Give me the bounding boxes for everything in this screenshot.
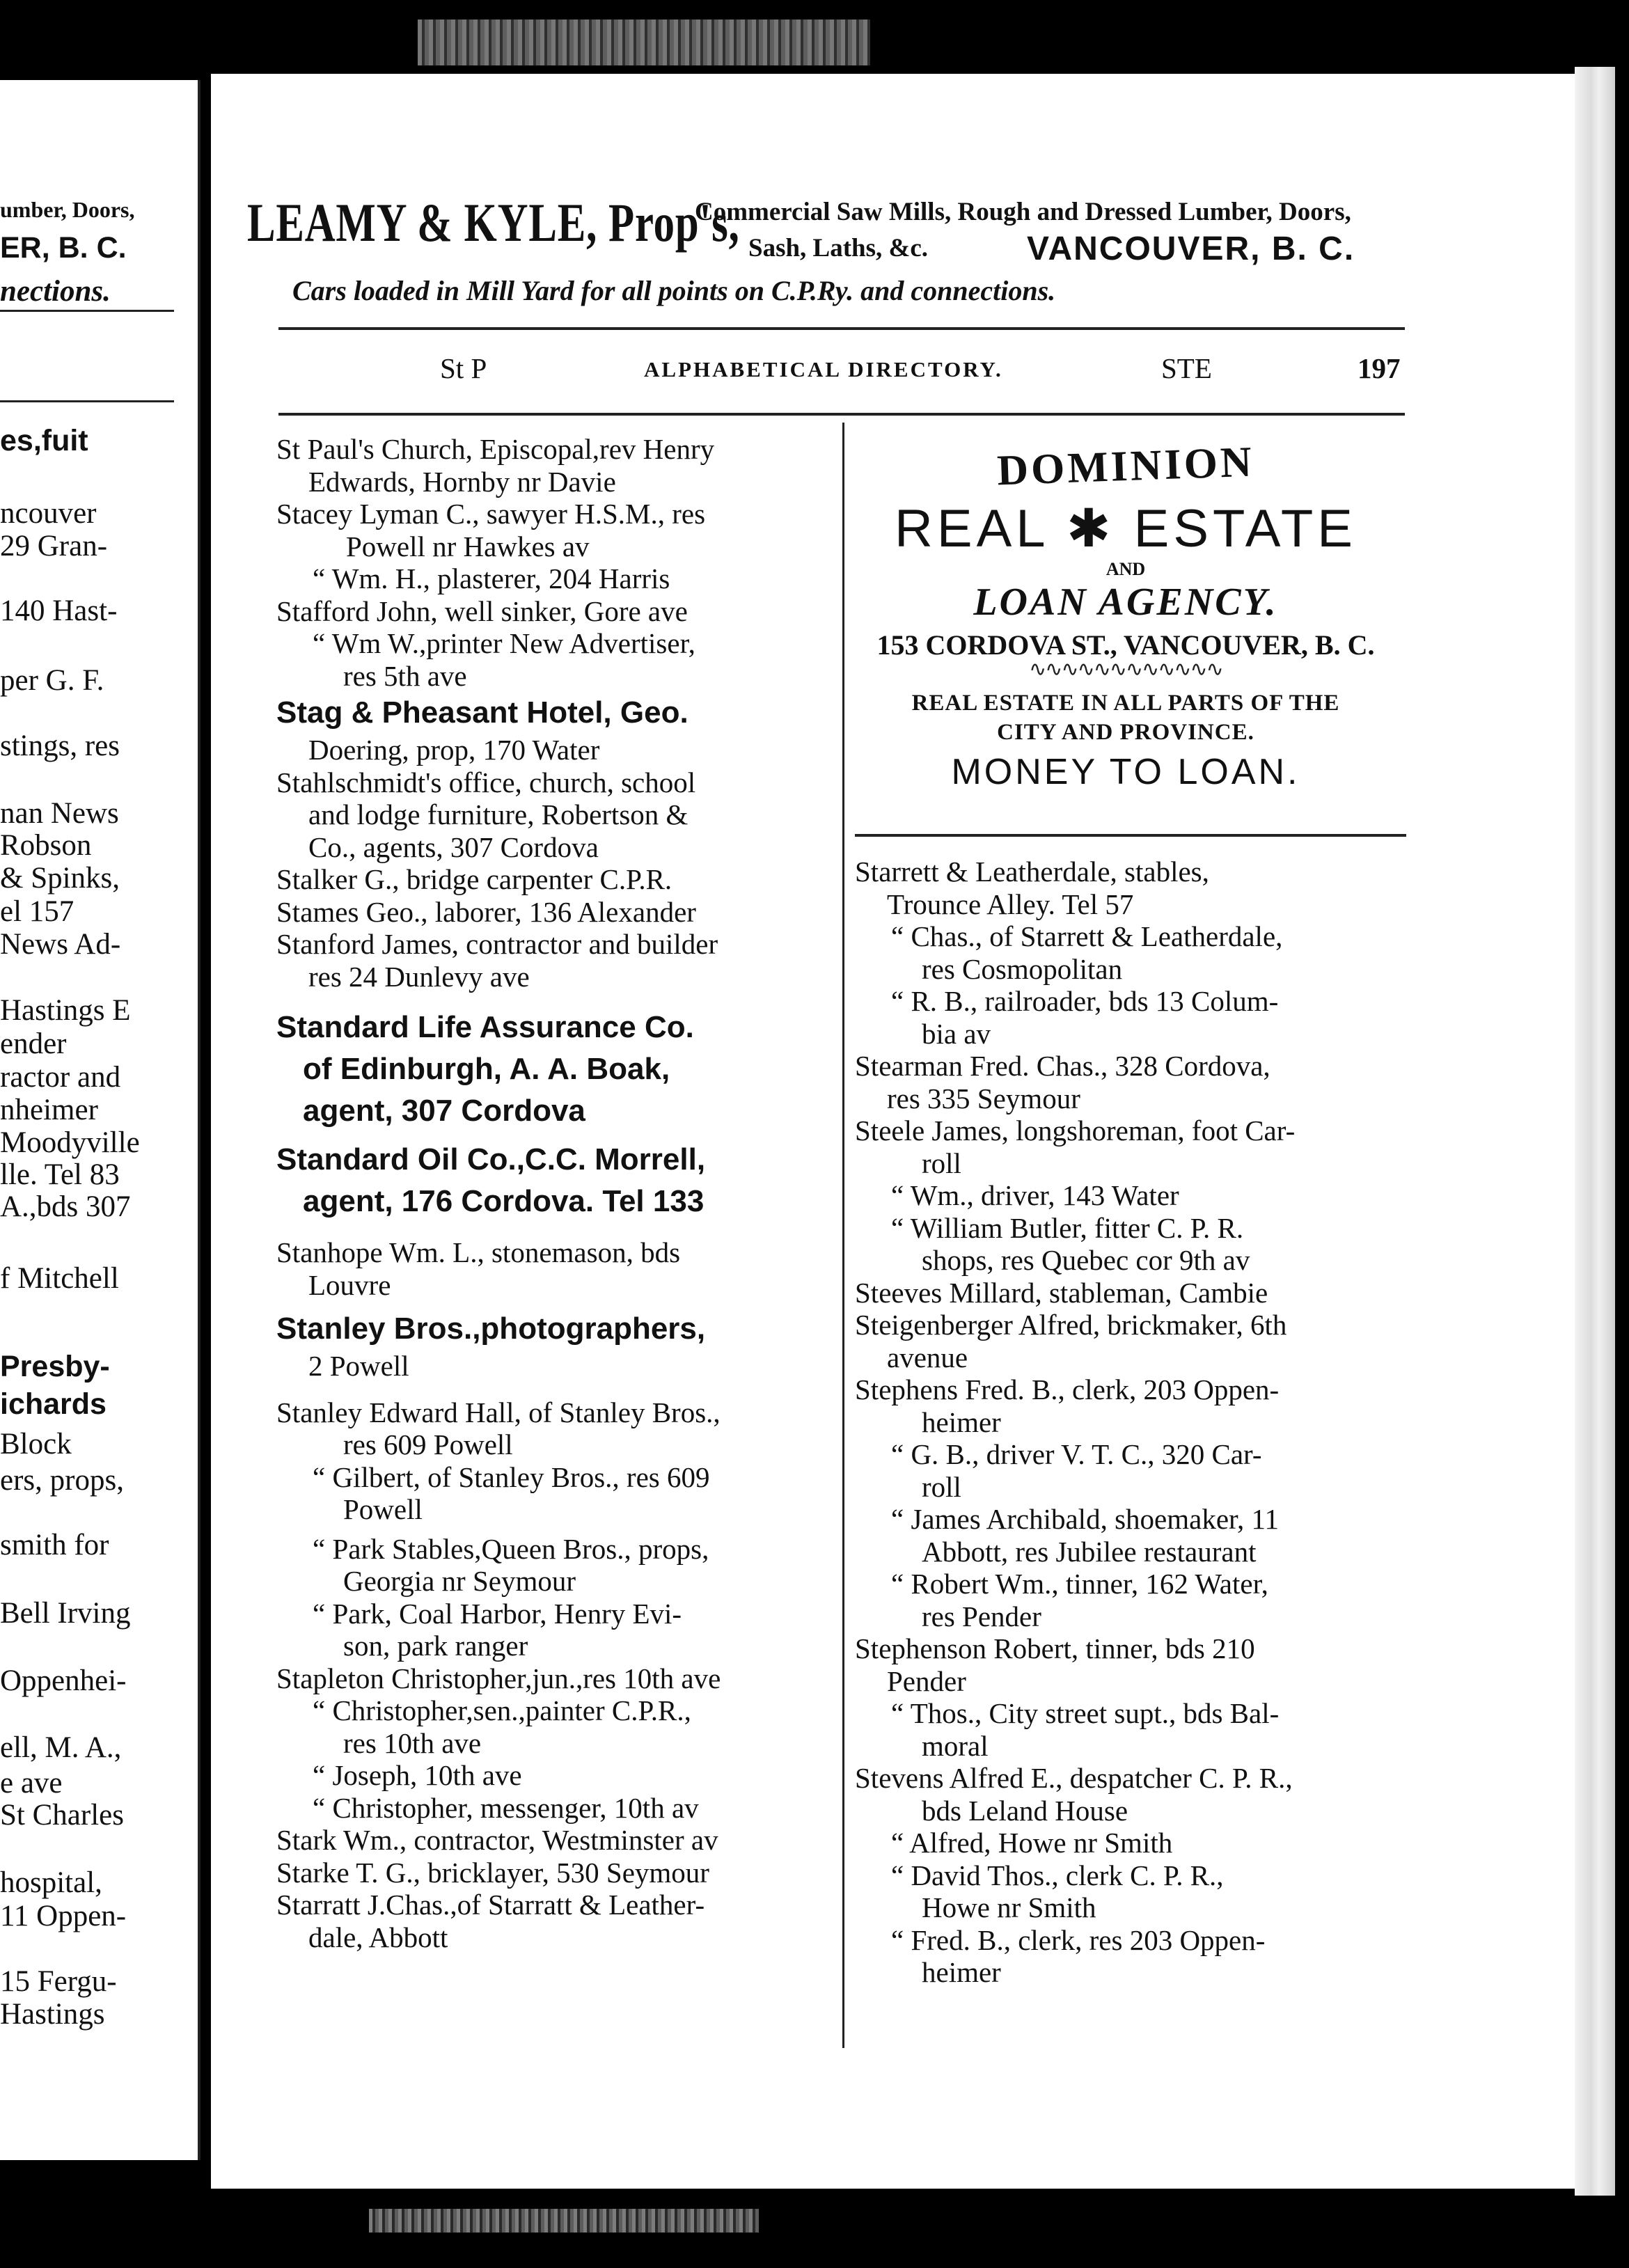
directory-entry-line: “ Park Stables,Queen Bros., props, [313, 1532, 709, 1565]
directory-entry-line: Starrett & Leatherdale, stables, [855, 856, 1209, 888]
facing-page-text: ender [0, 1027, 67, 1060]
advertiser-products: Sash, Laths, &c. [748, 234, 929, 262]
directory-entry-line: Starratt J.Chas.,of Starratt & Leather- [276, 1889, 705, 1921]
scan-artifact-bottom [369, 2209, 759, 2232]
directory-entry-line: “ Thos., City street supt., bds Bal- [891, 1697, 1280, 1729]
directory-entry-line: “ James Archibald, shoemaker, 11 [891, 1503, 1280, 1535]
ad-tagline-line-2: CITY AND PROVINCE. [997, 720, 1254, 745]
directory-entry-line: “ Fred. B., clerk, res 203 Oppen- [891, 1923, 1266, 1956]
facing-page-text: Hastings E [0, 994, 131, 1027]
ad-conjunction: AND [1105, 559, 1146, 579]
directory-entry-line: “ Gilbert, of Stanley Bros., res 609 [313, 1460, 710, 1493]
directory-entry-line: Steeves Millard, stableman, Cambie [855, 1276, 1268, 1309]
advertiser-tagline: Cars loaded in Mill Yard for all points on C.P.Ry. and connections. [292, 275, 1056, 306]
directory-entry-line: “ Wm W.,printer New Advertiser, [313, 627, 695, 659]
directory-entry-line: Co., agents, 307 Cordova [308, 830, 599, 863]
directory-entry-line: Starke T. G., bricklayer, 530 Seymour [276, 1856, 709, 1889]
ad-subtitle: LOAN AGENCY. [973, 581, 1278, 624]
directory-entry-line: Standard Oil Co.,C.C. Morrell, [276, 1142, 706, 1176]
facing-page-text: lle. Tel 83 [0, 1158, 120, 1191]
page-edge [1575, 67, 1615, 2196]
directory-entry-line: Stacey Lyman C., sawyer H.S.M., res [276, 498, 706, 530]
directory-entry-line: Louvre [308, 1268, 391, 1301]
facing-page-text: el 157 [0, 895, 74, 928]
directory-entry-line: Stahlschmidt's office, church, school [276, 766, 696, 798]
directory-entry-line: Georgia nr Seymour [343, 1565, 576, 1597]
facing-page-text: f Mitchell [0, 1262, 119, 1295]
directory-entry-line: Trounce Alley. Tel 57 [887, 888, 1134, 920]
directory-entry-line: res 335 Seymour [887, 1082, 1080, 1115]
directory-entry-line: Powell [343, 1493, 423, 1525]
directory-entry-line: “ Chas., of Starrett & Leatherdale, [891, 920, 1283, 952]
directory-entry-line: res Pender [922, 1600, 1041, 1632]
running-head-title: ALPHABETICAL DIRECTORY. [644, 357, 1003, 381]
facing-page-text: ractor and [0, 1061, 121, 1094]
directory-entry-line: Stevens Alfred E., despatcher C. P. R., [855, 1762, 1293, 1794]
directory-column-right [855, 856, 1295, 1989]
facing-page-text: per G. F. [0, 664, 104, 697]
directory-entry-line: bia av [922, 1017, 991, 1050]
ad-ornament: ∿∿∿∿∿∿∿∿∿∿∿∿ [1029, 658, 1222, 681]
facing-page-text: 11 Oppen- [0, 1900, 127, 1932]
directory-entry-line: avenue [887, 1341, 968, 1373]
directory-entry-line: and lodge furniture, Robertson & [308, 798, 688, 830]
facing-page-fragment [0, 80, 200, 2160]
header-rule-top [278, 327, 1405, 330]
directory-entry-line: res Cosmopolitan [922, 952, 1123, 985]
advertiser-name: LEAMY & KYLE, Prop's, [247, 192, 740, 253]
directory-entry-line: Stephens Fred. B., clerk, 203 Oppen- [855, 1373, 1280, 1405]
facing-page-text: ell, M. A., [0, 1731, 122, 1764]
directory-entry-line: Stephenson Robert, tinner, bds 210 [855, 1632, 1255, 1664]
directory-entry-line: heimer [922, 1956, 1001, 1988]
directory-entry-line: Stanley Bros.,photographers, [276, 1312, 706, 1346]
directory-entry-line: Stearman Fred. Chas., 328 Cordova, [855, 1050, 1270, 1082]
directory-entry-line: “ David Thos., clerk C. P. R., [891, 1859, 1224, 1891]
facing-page-text: News Ad- [0, 928, 121, 961]
facing-page-text: 29 Gran- [0, 530, 108, 562]
directory-entry-line: Edwards, Hornby nr Davie [308, 465, 616, 498]
directory-entry-line: Steigenberger Alfred, brickmaker, 6th [855, 1309, 1287, 1341]
facing-page-text: Robson [0, 829, 92, 862]
directory-entry-line: “ G. B., driver V. T. C., 320 Car- [891, 1438, 1262, 1470]
facing-page-text: ncouver [0, 497, 97, 530]
facing-page-text: stings, res [0, 730, 120, 762]
directory-entry-line: shops, res Quebec cor 9th av [922, 1244, 1250, 1276]
directory-entry-line: “ R. B., railroader, bds 13 Colum- [891, 985, 1279, 1017]
facing-page-text: St Charles [0, 1799, 124, 1832]
facing-page-text: ers, props, [0, 1464, 124, 1497]
facing-page-text: Bell Irving [0, 1597, 131, 1630]
facing-page-text: e ave [0, 1767, 63, 1800]
facing-page-text: ER, B. C. [0, 231, 127, 265]
directory-entry-line: res 10th ave [343, 1726, 482, 1759]
directory-entry-line: 2 Powell [308, 1350, 409, 1382]
directory-entry-line: roll [922, 1470, 961, 1503]
directory-entry-line: Stag & Pheasant Hotel, Geo. [276, 695, 688, 730]
directory-entry-line: “ Park, Coal Harbor, Henry Evi- [313, 1597, 682, 1630]
directory-entry-line: “ Robert Wm., tinner, 162 Water, [891, 1568, 1268, 1600]
directory-entry-line: agent, 176 Cordova. Tel 133 [303, 1184, 705, 1218]
facing-page-rule [0, 400, 174, 402]
ad-address: 153 CORDOVA ST., VANCOUVER, B. C. [876, 629, 1375, 661]
ad-tagline-line-1: REAL ESTATE IN ALL PARTS OF THE [911, 691, 1340, 716]
directory-entry-line: Stalker G., bridge carpenter C.P.R. [276, 863, 672, 895]
directory-entry-line: Stanhope Wm. L., stonemason, bds [276, 1236, 681, 1268]
running-head-left: St P [440, 352, 487, 384]
ad-company-name: DOMINION [996, 438, 1255, 495]
facing-page-text: Moodyville [0, 1126, 140, 1159]
directory-entry-line: “ Christopher,sen.,painter C.P.R., [313, 1694, 691, 1726]
directory-entry-line: Stanford James, contractor and builder [276, 928, 718, 960]
facing-page-text: Hastings [0, 1998, 105, 2031]
directory-entry-line: “ Joseph, 10th ave [313, 1759, 522, 1791]
directory-entry-line: Stapleton Christopher,jun.,res 10th ave [276, 1662, 721, 1694]
header-rule-bottom [278, 413, 1405, 416]
directory-entry-line: res 5th ave [343, 659, 467, 692]
facing-page-text: nheimer [0, 1094, 98, 1126]
directory-entry-line: Steele James, longshoreman, foot Car- [855, 1115, 1296, 1147]
directory-entry-line: Powell nr Hawkes av [346, 530, 590, 562]
directory-entry-line: “ Christopher, messenger, 10th av [313, 1791, 699, 1824]
directory-entry-line: dale, Abbott [308, 1921, 448, 1953]
directory-entry-line: “ William Butler, fitter C. P. R. [891, 1211, 1244, 1244]
facing-page-text: Oppenhei- [0, 1664, 127, 1697]
directory-entry-line: “ Wm. H., plasterer, 204 Harris [313, 562, 670, 594]
directory-entry-line: of Edinburgh, A. A. Boak, [303, 1052, 670, 1086]
ad-headline: REAL ✱ ESTATE [895, 499, 1357, 558]
directory-entry-line: res 609 Powell [343, 1428, 513, 1460]
facing-page-text: Block [0, 1428, 72, 1460]
ad-offer: MONEY TO LOAN. [951, 752, 1300, 792]
facing-page-text: 15 Fergu- [0, 1965, 117, 1998]
advertiser-business: Commercial Saw Mills, Rough and Dressed Lumber, Doors, [695, 198, 1351, 226]
directory-entry-line: Doering, prop, 170 Water [308, 734, 600, 766]
directory-column-left [276, 433, 721, 1953]
facing-page-text: umber, Doors, [0, 197, 135, 222]
directory-entry-line: St Paul's Church, Episcopal,rev Henry [276, 433, 715, 465]
facing-page-text: 140 Hast- [0, 594, 118, 627]
directory-entry-line: Stafford John, well sinker, Gore ave [276, 594, 688, 627]
directory-entry-line: Abbott, res Jubilee restaurant [922, 1535, 1257, 1568]
directory-entry-line: Stanley Edward Hall, of Stanley Bros., [276, 1396, 721, 1428]
directory-entry-line: roll [922, 1147, 961, 1179]
facing-page-text: es,fuit [0, 424, 88, 457]
facing-page-rule [0, 310, 174, 312]
directory-entry-line: agent, 307 Cordova [303, 1094, 585, 1128]
facing-page-text: nections. [0, 275, 111, 308]
directory-entry-line: Howe nr Smith [922, 1891, 1096, 1923]
facing-page-text: nan News [0, 797, 119, 830]
directory-entry-line: Stark Wm., contractor, Westminster av [276, 1824, 718, 1856]
facing-page-text: smith for [0, 1529, 109, 1561]
directory-entry-line: Pender [887, 1664, 966, 1697]
directory-entry-line: “ Alfred, Howe nr Smith [891, 1827, 1173, 1859]
page-number: 197 [1358, 352, 1401, 384]
advertiser-city: VANCOUVER, B. C. [1027, 230, 1355, 267]
directory-entry-line: bds Leland House [922, 1794, 1128, 1827]
directory-entry-line: moral [922, 1729, 989, 1762]
facing-page-text: ichards [0, 1387, 107, 1421]
facing-page-text: hospital, [0, 1866, 102, 1899]
running-head-key: STE [1161, 352, 1212, 384]
directory-entry-line: son, park ranger [343, 1630, 528, 1662]
facing-page-text: A.,bds 307 [0, 1190, 131, 1223]
ad-bottom-rule [855, 834, 1406, 837]
dominion-real-estate-ad [844, 428, 1408, 793]
directory-entry-line: heimer [922, 1405, 1001, 1438]
directory-entry-line: res 24 Dunlevy ave [308, 960, 530, 993]
directory-entry-line: Stames Geo., laborer, 136 Alexander [276, 895, 696, 928]
directory-entry-line: “ Wm., driver, 143 Water [891, 1179, 1179, 1211]
facing-page-text: & Spinks, [0, 862, 120, 895]
facing-page-text: Presby- [0, 1350, 110, 1383]
directory-entry-line: Standard Life Assurance Co. [276, 1010, 694, 1044]
scan-artifact-top [418, 19, 870, 65]
